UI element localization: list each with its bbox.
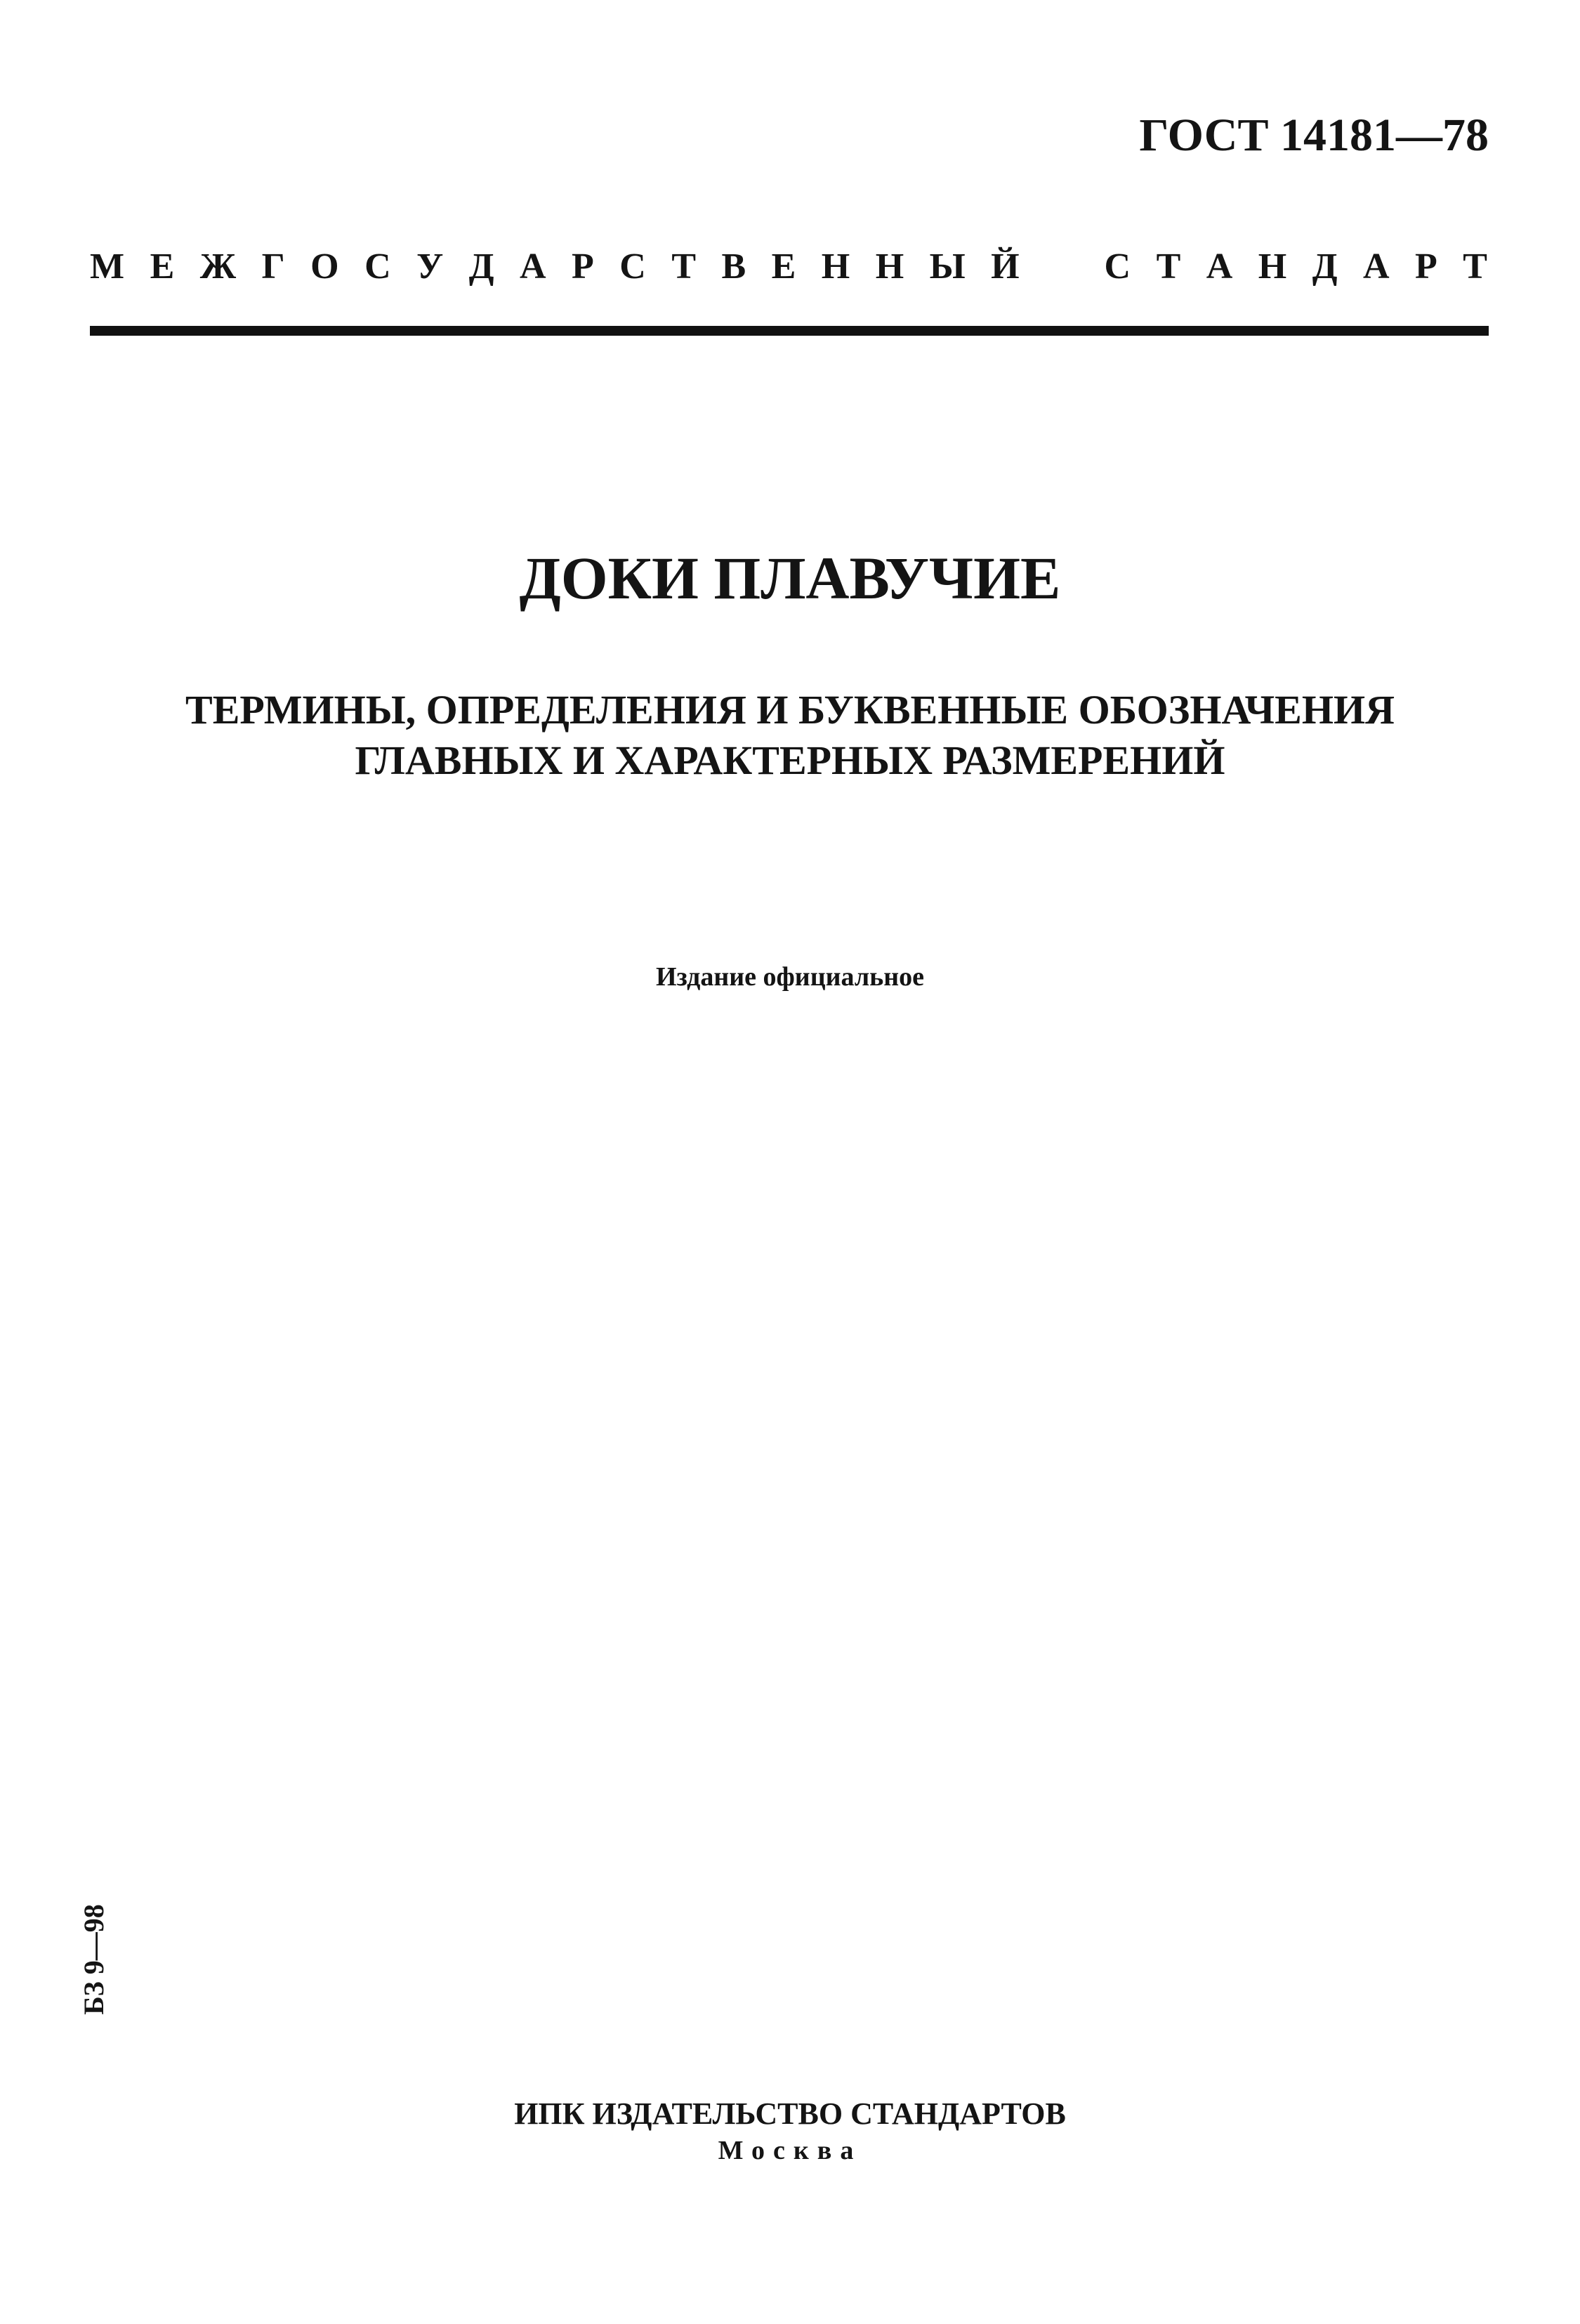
heading-letter: Н: [821, 247, 850, 287]
heading-letter: Д: [1312, 247, 1338, 287]
word-gap: [1045, 249, 1079, 285]
heading-letter: О: [310, 247, 339, 287]
heading-letter: С: [364, 247, 391, 287]
heading-letter: Р: [572, 247, 594, 287]
heading-letter: А: [1206, 247, 1233, 287]
publisher-city: Москва: [718, 2136, 862, 2165]
side-code: БЗ 9—98: [78, 1904, 110, 2015]
heading-letter: А: [1362, 247, 1390, 287]
heading-letter: Г: [261, 247, 285, 287]
edition-note: Издание официальное: [655, 962, 924, 992]
heading-letter: Т: [1463, 247, 1487, 287]
heading-letter: Т: [671, 247, 696, 287]
heading-letter: А: [520, 247, 546, 287]
heading-letter: Е: [771, 247, 796, 287]
document-title: ДОКИ ПЛАВУЧИЕ: [519, 544, 1061, 612]
heading-letter: Н: [1258, 247, 1287, 287]
heading-letter: С: [1104, 247, 1131, 287]
publisher-name: ИПК ИЗДАТЕЛЬСТВО СТАНДАРТОВ: [514, 2096, 1066, 2131]
heading-letter: В: [721, 247, 746, 287]
heading-letter: Н: [875, 247, 904, 287]
heading-letter: У: [416, 247, 444, 287]
header-rule: [90, 326, 1489, 336]
heading-letter: Ы: [929, 247, 966, 287]
heading-letter: Т: [1156, 247, 1181, 287]
document-subtitle: [0, 685, 1580, 786]
standard-type-heading: [90, 249, 1487, 285]
subtitle-line-2: ГЛАВНЫХ И ХАРАКТЕРНЫХ РАЗМЕРЕНИЙ: [355, 737, 1225, 783]
subtitle-line-1: ТЕРМИНЫ, ОПРЕДЕЛЕНИЯ И БУКВЕННЫЕ ОБОЗНАЧЕНИЯ: [185, 687, 1395, 733]
heading-letter: Р: [1414, 247, 1437, 287]
heading-letter: Е: [150, 247, 175, 287]
gost-number: ГОСТ 14181—78: [1139, 110, 1489, 161]
heading-letter: Д: [468, 247, 494, 287]
heading-letter: Й: [991, 247, 1020, 287]
heading-letter: Ж: [199, 247, 237, 287]
heading-letter: С: [619, 247, 646, 287]
heading-letter: М: [90, 247, 125, 287]
